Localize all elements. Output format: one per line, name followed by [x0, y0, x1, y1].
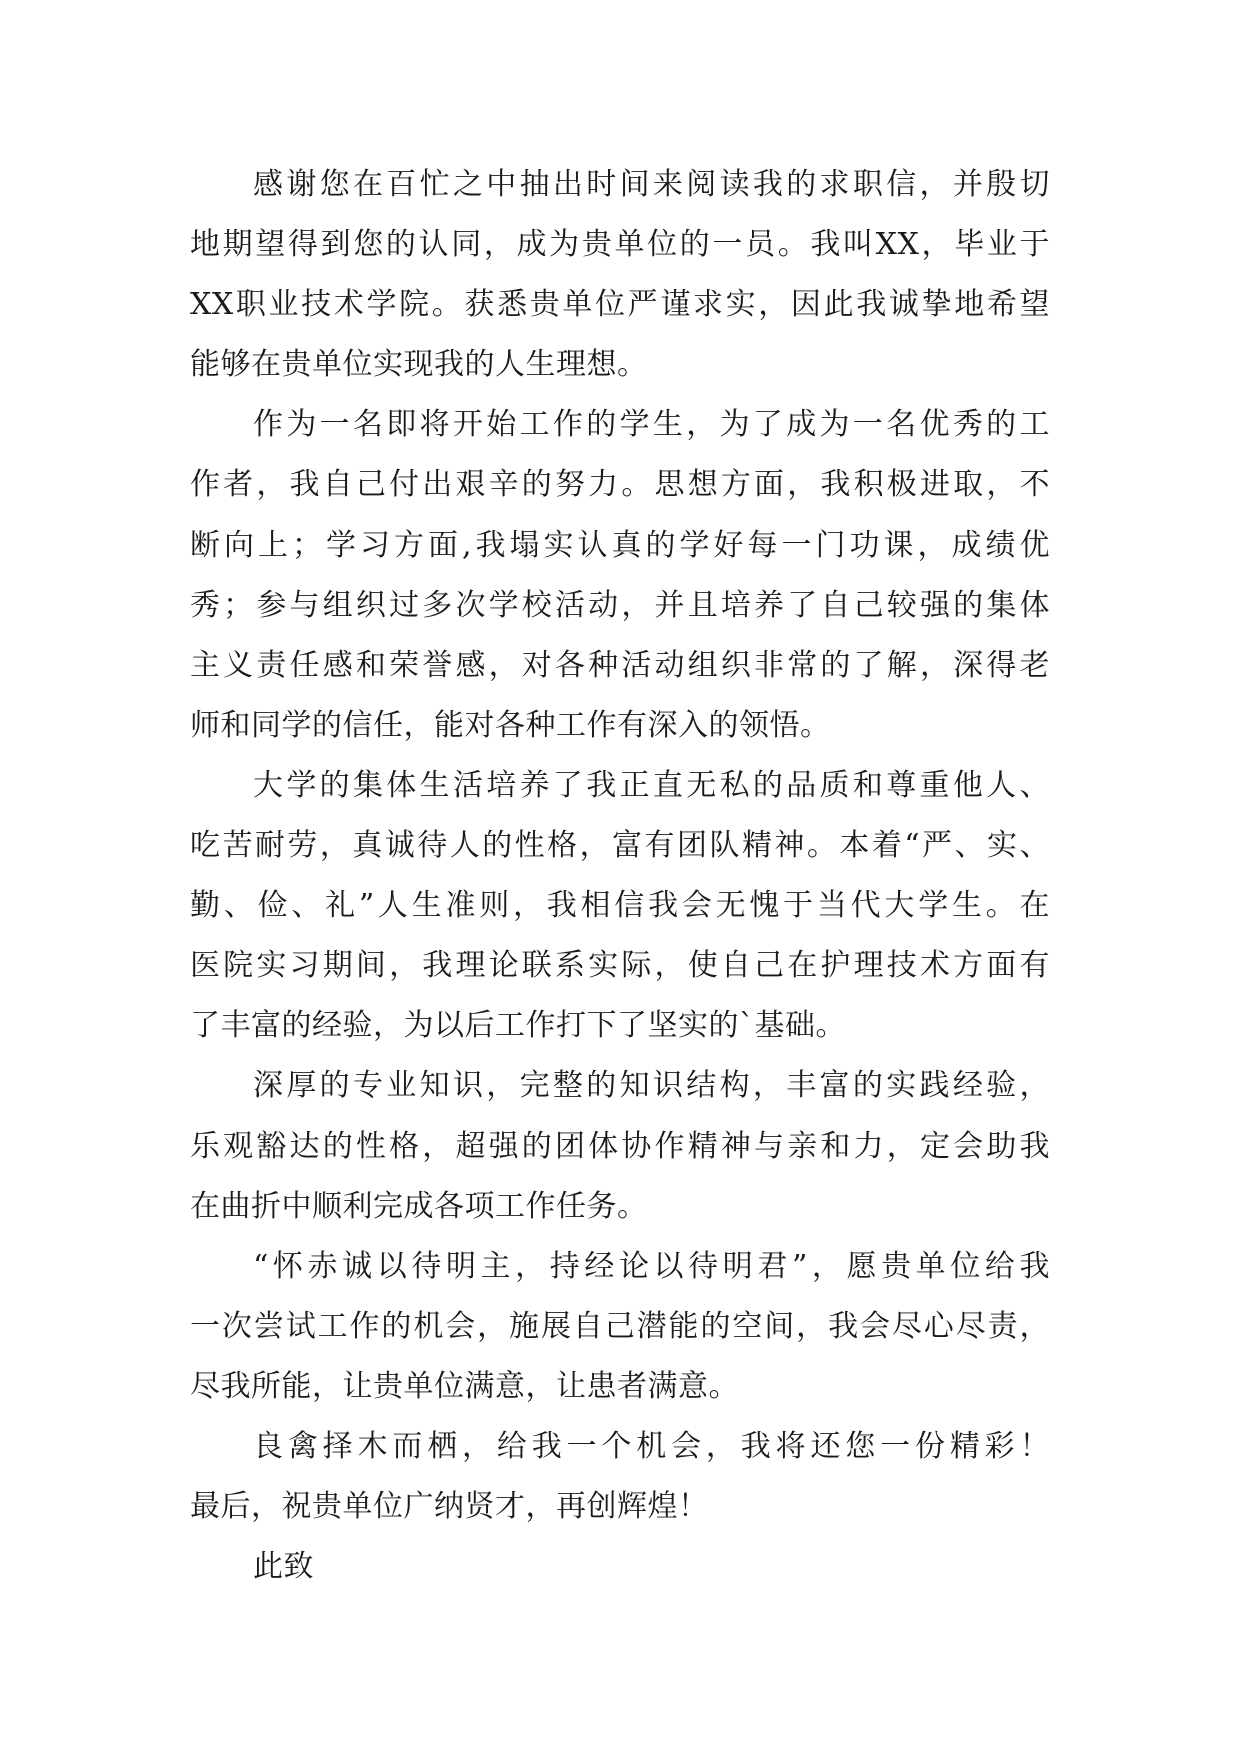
paragraph-1-line-3: XX职业技术学院。获悉贵单位严谨求实，因此我诚挚地希望	[190, 287, 1050, 323]
paragraph-1-line-2: 地期望得到您的认同，成为贵单位的一员。我叫XX，毕业于	[190, 227, 1050, 263]
paragraph-1-line-4: 能够在贵单位实现我的人生理想。	[190, 347, 648, 383]
paragraph-4-line-3: 在曲折中顺利完成各项工作任务。	[190, 1188, 648, 1224]
paragraph-2-line-4: 秀；参与组织过多次学校活动，并且培养了自己较强的集体	[190, 587, 1050, 623]
paragraph-3-line-1: 大学的集体生活培养了我正直无私的品质和尊重他人、	[253, 767, 1050, 803]
paragraph-2-line-5: 主义责任感和荣誉感，对各种活动组织非常的了解，深得老	[190, 647, 1050, 683]
paragraph-2-line-1: 作为一名即将开始工作的学生，为了成为一名优秀的工	[253, 407, 1050, 443]
paragraph-2-line-6: 师和同学的信任，能对各种工作有深入的领悟。	[190, 707, 831, 743]
paragraph-3-line-3: 勤、俭、礼”人生准则，我相信我会无愧于当代大学生。在	[190, 888, 1050, 924]
paragraph-5-line-2: 一次尝试工作的机会，施展自己潜能的空间，我会尽心尽责，	[190, 1308, 1050, 1344]
paragraph-3-line-5: 了丰富的经验，为以后工作打下了坚实的`基础。	[190, 1008, 846, 1044]
paragraph-6-line-1: 良禽择木而栖，给我一个机会，我将还您一份精彩！	[253, 1428, 1050, 1464]
paragraph-3-line-4: 医院实习期间，我理论联系实际，使自己在护理技术方面有	[190, 948, 1050, 984]
paragraph-1-line-1: 感谢您在百忙之中抽出时间来阅读我的求职信，并殷切	[253, 167, 1050, 202]
paragraph-4-line-1: 深厚的专业知识，完整的知识结构，丰富的实践经验，	[253, 1068, 1050, 1104]
paragraph-2-line-2: 作者，我自己付出艰辛的努力。思想方面，我积极进取，不	[190, 467, 1050, 503]
closing-salutation: 此致	[253, 1549, 314, 1585]
paragraph-6-line-2: 最后，祝贵单位广纳贤才，再创辉煌！	[190, 1489, 709, 1525]
paragraph-5-line-1: “怀赤诚以待明主，持经论以待明君”，愿贵单位给我	[253, 1248, 1050, 1284]
paragraph-3-line-2: 吃苦耐劳，真诚待人的性格，富有团队精神。本着“严、实、	[190, 828, 1050, 864]
letter-body	[190, 155, 1050, 1597]
paragraph-4-line-2: 乐观豁达的性格，超强的团体协作精神与亲和力，定会助我	[190, 1128, 1050, 1164]
paragraph-2-line-3: 断向上；学习方面,我塌实认真的学好每一门功课，成绩优	[190, 527, 1050, 563]
paragraph-5-line-3: 尽我所能，让贵单位满意，让患者满意。	[190, 1368, 739, 1404]
